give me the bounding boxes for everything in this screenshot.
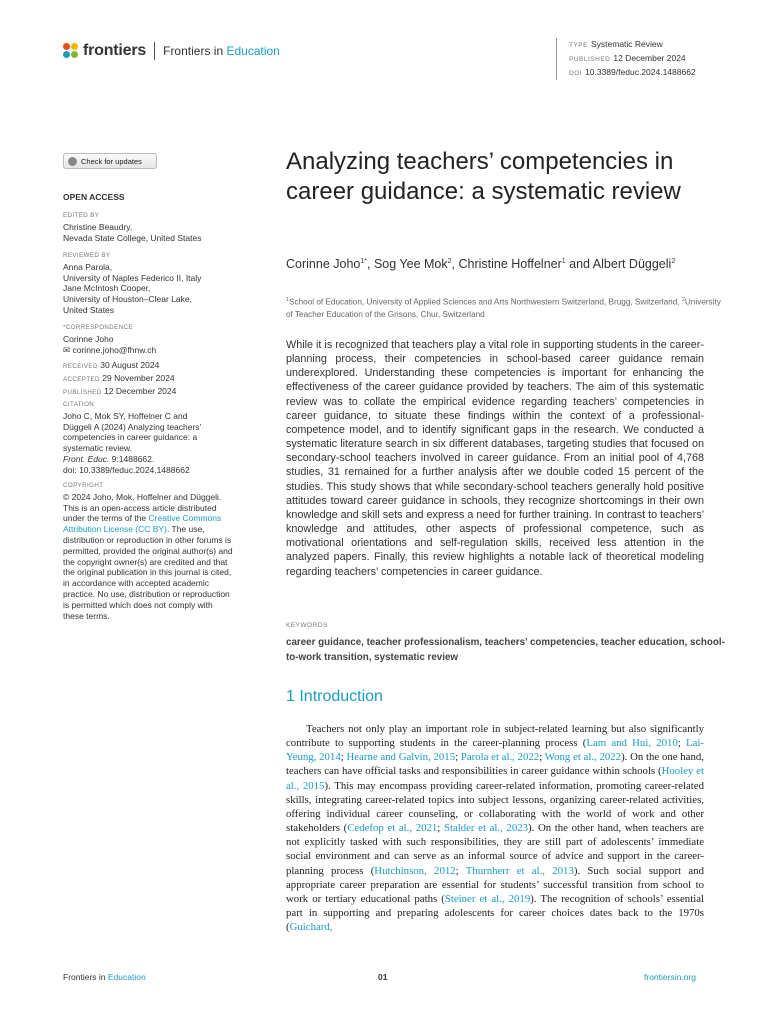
body-text-run: ; bbox=[340, 751, 347, 764]
affiliations: $^1$School of Education, University of Applied Sciences and Arts Northwestern Switzerland, Brugg, Switzerland, $^2$University of Teacher Education of the Grisons, Chur, Switzerland bbox=[286, 297, 721, 319]
article-title: Analyzing teachers’ competencies in career guidance: a systematic review bbox=[286, 148, 681, 205]
footer-site-link[interactable]: frontiersin.org bbox=[644, 972, 696, 982]
citation-link[interactable]: Lai-Yeung, 2014 bbox=[286, 737, 704, 764]
footer-journal[interactable]: Frontiers in Education bbox=[63, 972, 146, 982]
abstract: While it is recognized that teachers play a vital role in supporting students in the career-planning process, their competencies in school-based career guidance remain underexplored. Understanding these competencies is important for enhancing the effectiveness of the career guidance provided by teachers. The aim of this systematic review was to collate the empirical evidence regarding teachers’ competencies in career guidance, to situate these findings within the context of a professional-competence model, and to identify significant gaps in the research. We conducted a systematic literature search in six different databases, targeting studies that focused on secondary-school teachers involved in career guidance. From an initial pool of 4,768 studies, 31 remained for a further analysis after we double coded 15 percent of the studies. This study shows that while secondary-school teachers generally hold positive attitudes toward career guidance in schools, they recognize shortcomings in their own knowledge and skill sets and express a need for further training. In contrast to teachers’ knowledge and attitudes, other aspects of professional competence, such as motivational orientations and self-regulation skills, received less attention in the analyzed papers. Finally, this review highlights a notable lack of theoretical modeling regarding teachers’ competencies in career guidance. bbox=[286, 339, 704, 578]
body-paragraph bbox=[286, 722, 704, 934]
frontiers-logo-icon bbox=[63, 43, 79, 59]
body-text-run: ; bbox=[455, 751, 461, 764]
mail-icon: ✉ bbox=[63, 344, 71, 355]
body-text bbox=[286, 722, 704, 934]
citation-link[interactable]: Lam and Hui, 2010 bbox=[586, 737, 678, 750]
body-text-run: Teachers not only play an important role in subject-related learning but also significantly contribute to supporting students in the career-planning process ( bbox=[286, 723, 704, 750]
meta-doi[interactable]: DOI 10.3389/feduc.2024.1488662 bbox=[569, 67, 696, 77]
cc-license-link[interactable]: Creative Commons bbox=[148, 513, 222, 524]
logo-separator bbox=[154, 42, 155, 60]
citation-link[interactable]: Stalder et al., 2023 bbox=[443, 822, 529, 835]
body-text-run: ). The recognition of schools’ essential part in supporting and preparing adolescents for career choices dates back to the 1970s ( bbox=[286, 892, 704, 934]
citation-link[interactable]: Cedefop et al., 2021 bbox=[347, 822, 438, 835]
author[interactable]: Christine Hoffelner$^1$ bbox=[458, 257, 566, 272]
body-text-run: ). On the other hand, when teachers are not explicitly tasked with such responsibilities, they are still part of adolescents’ immediate social environment and can serve as an informal source of advice and support in the career-planning process ( bbox=[286, 822, 704, 877]
correspondence-email[interactable]: ✉ corinne.joho@fhnw.ch bbox=[63, 344, 157, 355]
author[interactable]: Sog Yee Mok$^2$ bbox=[373, 257, 452, 272]
meta-type: TYPE Systematic Review bbox=[569, 39, 663, 49]
body-text-run: ; bbox=[539, 751, 545, 764]
body-text-run: ). On the one hand, teachers can have official tasks and responsibilities in career guidance within schools ( bbox=[286, 751, 704, 778]
author[interactable]: Corinne Joho$^{1*}$ bbox=[286, 257, 367, 272]
keywords: career guidance, teacher professionalism, teachers’ competencies, teacher education, school-to-work transition, systematic review bbox=[286, 637, 725, 663]
author-list: Corinne Joho$^{1*}$, Sog Yee Mok$^2$, Christine Hoffelner$^1$ and Albert Düggeli$^2$ bbox=[286, 257, 676, 272]
citation-link[interactable]: Parola et al., 2022 bbox=[460, 751, 540, 764]
citation-link[interactable]: Hutchinson, 2012 bbox=[374, 864, 456, 877]
citation-link[interactable]: Guichard, bbox=[289, 921, 333, 934]
check-for-updates-button[interactable]: Check for updates bbox=[63, 153, 157, 169]
body-text-run: ). This may encompass providing career-related information, promoting career-related skills, integrating career-related topics into subject lessons, organizing career-related activities, offering individual career counseling, or collaborating with the world of work and other stakeholders ( bbox=[286, 779, 705, 835]
cc-license-link-2[interactable]: Attribution License (CC BY) bbox=[63, 524, 167, 535]
body-text-run: ). Such social support and appropriate career preparation are essential for students’ successful transition from school to work or tertiary educational paths ( bbox=[286, 864, 704, 905]
citation-link[interactable]: Hearne and Galvin, 2015 bbox=[346, 751, 456, 764]
frontiers-logo[interactable] bbox=[63, 42, 280, 60]
keywords-label: KEYWORDS bbox=[286, 622, 328, 629]
page-number: 01 bbox=[378, 972, 388, 982]
body-text-run: ; bbox=[677, 737, 687, 750]
journal-name[interactable]: Frontiers in Education bbox=[163, 44, 280, 58]
copyright: COPYRIGHT © 2024 Joho, Mok, Hoffelner and Düggeli. This is an open-access article distributed under the terms of the Creative Commons Attribution License (CC BY). The use, distribution or reproduction in other forums is permitted, provided the original author(s) and the copyright owner(s) are credited and that the original publication in this journal is cited, in accordance with accepted academic practice. No use, distribution or reproduction is permitted which does not comply with these terms. bbox=[63, 482, 233, 621]
citation-link[interactable]: Thurnherr et al., 2013 bbox=[465, 864, 574, 877]
meta-published: PUBLISHED 12 December 2024 bbox=[569, 53, 686, 63]
citation-link[interactable]: Wong et al., 2022 bbox=[544, 751, 622, 764]
citation-doi[interactable]: doi: 10.3389/feduc.2024.1488662 bbox=[63, 464, 190, 475]
logo-wordmark: frontiers bbox=[83, 42, 147, 59]
check-updates-icon bbox=[68, 157, 77, 166]
edited-by: EDITED BY Christine Beaudry, Nevada State College, United States bbox=[63, 212, 202, 243]
article-dates: RECEIVED 30 August 2024 ACCEPTED 29 November 2024 PUBLISHED 12 December 2024 bbox=[63, 360, 177, 396]
body-text-run: ; bbox=[437, 822, 444, 835]
body-text-run: ; bbox=[455, 864, 466, 877]
article-meta bbox=[556, 38, 696, 80]
section-heading: 1 Introduction bbox=[286, 688, 383, 705]
correspondence: *CORRESPONDENCE Corinne Joho ✉ corinne.joho@fhnw.ch bbox=[63, 323, 253, 355]
citation-link[interactable]: Hooley et al., 2015 bbox=[286, 765, 705, 792]
citation: CITATION Joho C, Mok SY, Hoffelner C and Düggeli A (2024) Analyzing teachers’ competencies in career guidance: a systematic review. Front. Educ. 9:1488662. doi: 10.3389/feduc.2024.1488662 bbox=[63, 400, 253, 476]
open-access-badge: OPEN ACCESS bbox=[63, 192, 125, 202]
reviewed-by: REVIEWED BY Anna Parola, University of Naples Federico II, Italy Jane McIntosh Cooper, University of Houston–Clear Lake, United States bbox=[63, 252, 202, 315]
citation-link[interactable]: Steiner et al., 2019 bbox=[444, 892, 531, 905]
author[interactable]: Albert Düggeli$^2$ bbox=[592, 257, 676, 272]
